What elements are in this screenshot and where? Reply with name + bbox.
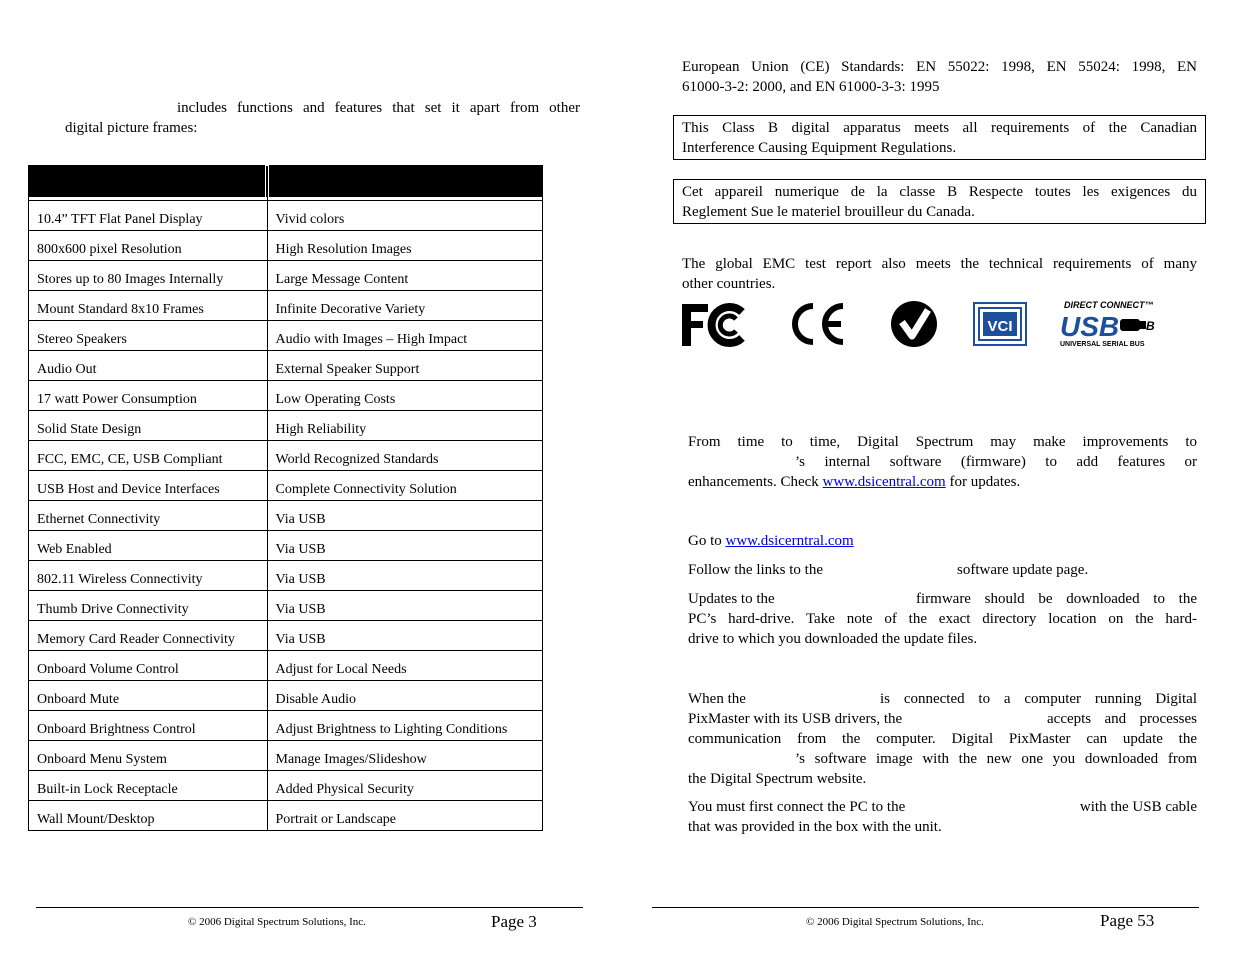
emc-line-1: The global EMC test report also meets the technical requirements of many (682, 256, 1197, 272)
feature-cell: Solid State Design (29, 411, 268, 441)
conn-line-2 (688, 709, 1197, 729)
conn-line-1-post: is connected to a computer running Digital (880, 691, 1197, 707)
table-row (29, 771, 543, 801)
ce-line-2: 61000-3-2: 2000, and EN 61000-3-3: 1995 (682, 79, 940, 95)
benefit-cell: Vivid colors (267, 201, 543, 231)
benefit-cell: High Reliability (267, 411, 543, 441)
upd-line-1-post: firmware should be downloaded to the (916, 591, 1197, 607)
table-row (29, 291, 543, 321)
features-table-body (29, 197, 543, 831)
must-line-2: that was provided in the box with the unit. (688, 819, 942, 835)
benefit-cell: High Resolution Images (267, 231, 543, 261)
table-row (29, 351, 543, 381)
benefit-cell: Complete Connectivity Solution (267, 471, 543, 501)
left-page-number: Page 3 (491, 912, 537, 931)
must-connect-paragraph (688, 797, 1197, 837)
table-row (29, 711, 543, 741)
fw-line-1: From time to time, Digital Spectrum may make improvements to (688, 434, 1197, 450)
feature-cell: Wall Mount/Desktop (29, 801, 268, 831)
dsicerntral-link[interactable]: www.dsicerntral.com (725, 533, 854, 549)
benefit-cell: Via USB (267, 561, 543, 591)
left-footer-rule (36, 907, 583, 908)
table-row (29, 621, 543, 651)
ce-standards-paragraph (682, 57, 1197, 97)
firmware-paragraph (688, 432, 1197, 492)
benefit-cell: World Recognized Standards (267, 441, 543, 471)
feature-cell: USB Host and Device Interfaces (29, 471, 268, 501)
vci-logo-text: VCI (987, 318, 1013, 335)
upd-line-3: drive to which you downloaded the update files. (688, 631, 978, 647)
box-fr-line-2: Reglement Sue le materiel brouilleur du Canada. (682, 204, 975, 220)
feature-cell: Built-in Lock Receptacle (29, 771, 268, 801)
benefit-cell: Via USB (267, 531, 543, 561)
table-header-cell-benefit (267, 166, 543, 197)
goto-line (688, 531, 1197, 551)
upd-line-1 (688, 589, 1197, 609)
table-row (29, 231, 543, 261)
feature-cell: Web Enabled (29, 531, 268, 561)
upd-line-1-pre: Updates to the (688, 591, 775, 607)
table-row (29, 201, 543, 231)
benefit-cell: Low Operating Costs (267, 381, 543, 411)
ce-logo-icon (788, 300, 846, 353)
table-row (29, 651, 543, 681)
feature-cell: Audio Out (29, 351, 268, 381)
conn-line-5: the Digital Spectrum website. (688, 771, 867, 787)
usb-logo-top-text: DIRECT CONNECT™ (1064, 300, 1154, 310)
follow-line (688, 560, 1197, 580)
feature-cell: Memory Card Reader Connectivity (29, 621, 268, 651)
table-row (29, 741, 543, 771)
features-table (28, 165, 543, 831)
usb-logo-icon (1058, 299, 1160, 354)
benefit-cell: Added Physical Security (267, 771, 543, 801)
fw-line-3 (688, 472, 1197, 492)
conn-line-3: communication from the computer. Digital PixMaster can update the (688, 731, 1197, 747)
follow-post: software update page. (957, 562, 1089, 578)
usb-logo-bottom-text: UNIVERSAL SERIAL BUS (1060, 341, 1145, 348)
table-row (29, 591, 543, 621)
benefit-cell: Infinite Decorative Variety (267, 291, 543, 321)
table-row (29, 561, 543, 591)
benefit-cell: Audio with Images – High Impact (267, 321, 543, 351)
must-line-1 (688, 797, 1197, 817)
fw-line-3-post: for updates. (945, 474, 1021, 490)
left-copyright: © 2006 Digital Spectrum Solutions, Inc. (188, 916, 366, 928)
benefit-cell: Via USB (267, 501, 543, 531)
benefit-cell: Portrait or Landscape (267, 801, 543, 831)
feature-cell: 10.4” TFT Flat Panel Display (29, 201, 268, 231)
table-row (29, 381, 543, 411)
must-line-1-post: with the USB cable (1079, 799, 1197, 815)
feature-cell: Mount Standard 8x10 Frames (29, 291, 268, 321)
feature-cell: Ethernet Connectivity (29, 501, 268, 531)
usb-logo-b-text: B (1146, 319, 1155, 333)
dsicentral-link[interactable]: www.dsicentral.com (822, 474, 946, 490)
upd-line-2: PC’s hard-drive. Take note of the exact directory location on the hard- (688, 611, 1197, 627)
fcc-logo-icon (682, 302, 746, 353)
fw-line-3-pre: enhancements. Check (688, 474, 823, 490)
connection-paragraph (688, 689, 1197, 789)
box-fr-line-1: Cet appareil numerique de la classe B Respecte toutes les exigences du (682, 184, 1197, 200)
box-en-line-2: Interference Causing Equipment Regulations. (682, 140, 957, 156)
right-copyright: © 2006 Digital Spectrum Solutions, Inc. (806, 916, 984, 928)
box-en-line-1: This Class B digital apparatus meets all requirements of the Canadian (682, 120, 1197, 136)
conn-line-1-pre: When the (688, 691, 746, 707)
ce-line-1: European Union (CE) Standards: EN 55022: 1998, EN 55024: 1998, EN (682, 59, 1197, 75)
feature-cell: 17 watt Power Consumption (29, 381, 268, 411)
intro-paragraph (65, 98, 580, 138)
table-row (29, 261, 543, 291)
right-footer-rule (652, 907, 1199, 908)
feature-cell: Stereo Speakers (29, 321, 268, 351)
table-row (29, 681, 543, 711)
conn-line-1 (688, 689, 1197, 709)
right-page-number: Page 53 (1100, 911, 1155, 930)
table-header-cell-feature (29, 166, 268, 197)
emc-line-2: other countries. (682, 276, 776, 292)
updates-paragraph (688, 589, 1197, 649)
table-row (29, 471, 543, 501)
benefit-cell: Via USB (267, 591, 543, 621)
usb-logo-main-text: USB (1060, 311, 1120, 342)
feature-cell: Onboard Mute (29, 681, 268, 711)
feature-cell: FCC, EMC, CE, USB Compliant (29, 441, 268, 471)
intro-line-2: digital picture frames: (65, 120, 198, 136)
canada-notice-english (673, 115, 1206, 160)
feature-cell: Stores up to 80 Images Internally (29, 261, 268, 291)
vci-logo-icon (973, 302, 1027, 351)
conn-line-4: ’s software image with the new one you downloaded from (795, 751, 1197, 767)
ctick-logo-icon (890, 300, 938, 353)
table-row (29, 801, 543, 831)
emc-paragraph (682, 254, 1197, 294)
benefit-cell: Disable Audio (267, 681, 543, 711)
table-row (29, 531, 543, 561)
feature-cell: Thumb Drive Connectivity (29, 591, 268, 621)
benefit-cell: Adjust for Local Needs (267, 651, 543, 681)
benefit-cell: Via USB (267, 621, 543, 651)
benefit-cell: Manage Images/Slideshow (267, 741, 543, 771)
fw-line-2: ’s internal software (firmware) to add features or (795, 454, 1197, 470)
feature-cell: Onboard Menu System (29, 741, 268, 771)
canada-notice-french (673, 179, 1206, 224)
benefit-cell: Adjust Brightness to Lighting Conditions (267, 711, 543, 741)
must-line-1-pre: You must first connect the PC to the (688, 799, 906, 815)
conn-line-2-post: accepts and processes (1047, 711, 1197, 727)
feature-cell: 800x600 pixel Resolution (29, 231, 268, 261)
feature-cell: Onboard Brightness Control (29, 711, 268, 741)
goto-pre: Go to (688, 533, 726, 549)
benefit-cell: External Speaker Support (267, 351, 543, 381)
feature-cell: Onboard Volume Control (29, 651, 268, 681)
table-header-row (29, 166, 543, 197)
conn-line-2-pre: PixMaster with its USB drivers, the (688, 711, 903, 727)
table-row (29, 411, 543, 441)
feature-cell: 802.11 Wireless Connectivity (29, 561, 268, 591)
table-row (29, 501, 543, 531)
follow-pre: Follow the links to the (688, 562, 823, 578)
benefit-cell: Large Message Content (267, 261, 543, 291)
intro-line-1: includes functions and features that set it apart from other (177, 100, 580, 116)
table-row (29, 321, 543, 351)
table-row (29, 441, 543, 471)
